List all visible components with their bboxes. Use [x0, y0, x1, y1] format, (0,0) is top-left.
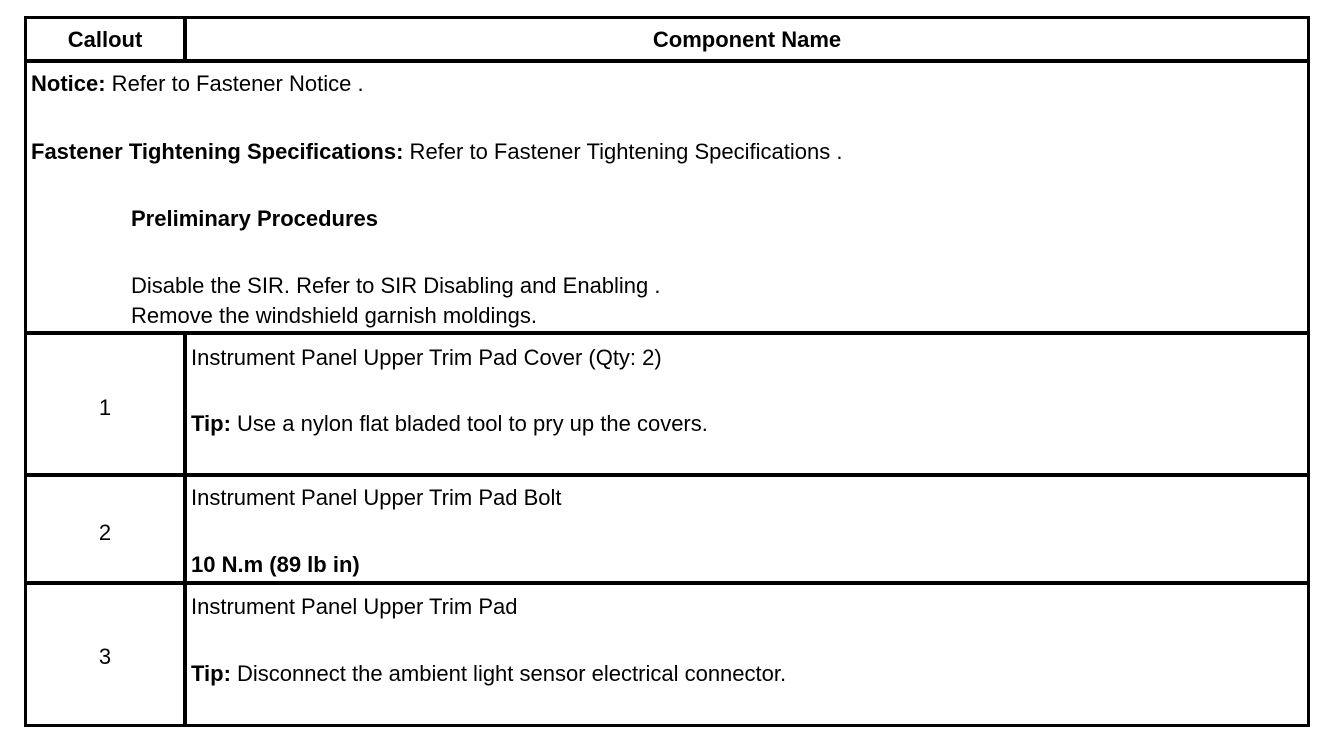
- table-row: [27, 335, 1307, 473]
- callout-number: 3: [98, 644, 112, 669]
- header-component-name: Component Name: [652, 27, 842, 52]
- preliminary-heading: Preliminary Procedures: [131, 206, 379, 231]
- tip-text: Disconnect the ambient light sensor electrical connector.: [230, 661, 787, 686]
- callout-number: 1: [98, 395, 112, 420]
- tip-label: Tip:: [191, 411, 231, 436]
- callout-number: 2: [98, 520, 112, 545]
- tip-label: Tip:: [191, 661, 231, 686]
- preliminary-step: Disable the SIR. Refer to SIR Disabling and Enabling .: [131, 273, 661, 298]
- fastener-specs-label: Fastener Tightening Specifications:: [31, 139, 404, 164]
- table-row: [27, 477, 1307, 581]
- table-header-row: [27, 19, 1307, 59]
- fastener-specs-line: [31, 139, 842, 165]
- callout-divider: [183, 335, 187, 724]
- component-name: Instrument Panel Upper Trim Pad Bolt: [191, 485, 562, 510]
- notice-line: [31, 71, 364, 97]
- torque-spec: 10 N.m (89 lb in): [191, 552, 360, 577]
- notice-label: Notice:: [31, 71, 106, 96]
- preliminary-step: Remove the windshield garnish moldings.: [131, 303, 537, 328]
- fastener-specs-text: Refer to Fastener Tightening Specifications .: [403, 139, 843, 164]
- procedure-table: [24, 16, 1310, 727]
- header-divider: [183, 19, 187, 59]
- notes-block: [27, 63, 1307, 331]
- table-row: [27, 585, 1307, 724]
- component-name: Instrument Panel Upper Trim Pad: [191, 594, 518, 619]
- header-callout: Callout: [67, 27, 143, 52]
- component-tip: [191, 411, 708, 437]
- tip-text: Use a nylon flat bladed tool to pry up the covers.: [230, 411, 708, 436]
- notice-text: Refer to Fastener Notice .: [105, 71, 364, 96]
- component-tip: [191, 661, 786, 687]
- component-name: Instrument Panel Upper Trim Pad Cover (Qty: 2): [191, 345, 662, 370]
